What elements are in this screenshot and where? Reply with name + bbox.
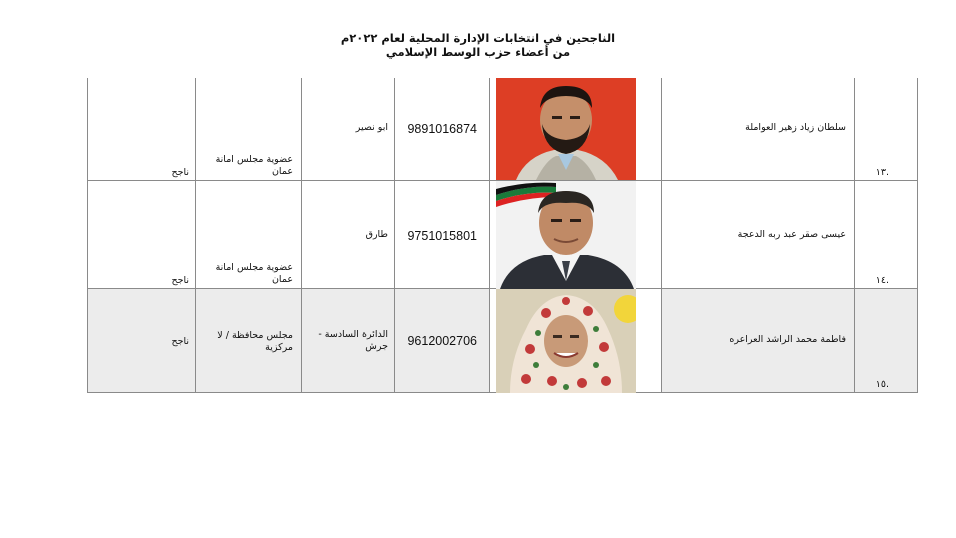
title-line-1: الناجحين في انتخابات الإدارة المحلية لعام ٢٠٢٢م [340, 31, 616, 45]
phone-cell [395, 180, 490, 288]
document-title [0, 31, 956, 59]
table-row [88, 180, 918, 288]
status-text: ناجح [171, 166, 189, 178]
portrait-photo [496, 181, 636, 288]
winners-table [87, 78, 918, 393]
district: طارق [365, 228, 388, 240]
photo-cell [490, 180, 662, 288]
photo-cell [490, 78, 662, 180]
table-row [88, 78, 918, 180]
district: الدائرة السادسة - جرش [318, 328, 388, 352]
position-cell [196, 180, 302, 288]
portrait-photo [496, 78, 636, 180]
place-cell [302, 180, 395, 288]
number-cell [855, 78, 918, 180]
national-number: 9891016874 [407, 122, 477, 136]
council-position: عضوية مجلس امانة عمان [215, 153, 293, 177]
table-row [88, 288, 918, 392]
name-cell [662, 78, 855, 180]
place-cell [302, 288, 395, 392]
national-number: 9612002706 [407, 333, 477, 348]
council-position: مجلس محافظة / لا مركزية [217, 329, 293, 353]
phone-cell [395, 78, 490, 180]
status-cell [88, 180, 196, 288]
status-cell [88, 78, 196, 180]
photo-cell [490, 288, 662, 392]
status-text: ناجح [171, 274, 189, 286]
number-cell [855, 180, 918, 288]
number-cell [855, 288, 918, 392]
row-number: .١٣ [875, 166, 889, 178]
row-number: .١٤ [875, 274, 889, 286]
district: ابو نصير [355, 122, 388, 133]
portrait-photo [496, 289, 636, 392]
member-name: فاطمة محمد الراشد العراعره [729, 333, 846, 345]
row-number: .١٥ [875, 378, 889, 390]
place-cell [302, 78, 395, 180]
position-cell [196, 288, 302, 392]
national-number: 9751015801 [407, 228, 477, 243]
phone-cell [395, 288, 490, 392]
status-cell [88, 288, 196, 392]
member-name: سلطان زياد زهير العواملة [745, 122, 846, 133]
name-cell [662, 288, 855, 392]
member-name: عيسى صقر عبد ربه الدعجة [737, 228, 846, 240]
position-cell [196, 78, 302, 180]
council-position: عضوية مجلس امانة عمان [215, 261, 293, 285]
name-cell [662, 180, 855, 288]
title-line-2: من أعضاء حزب الوسط الإسلامي [385, 45, 571, 59]
status-text: ناجح [171, 335, 189, 347]
